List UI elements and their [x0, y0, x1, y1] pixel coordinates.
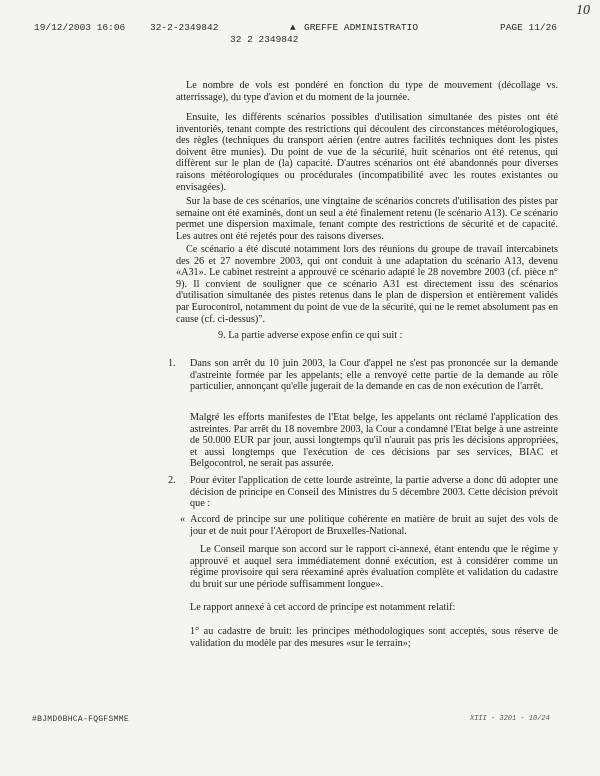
paragraph-a31: Ce scénario a été discuté notamment lors des réunions du groupe de travail intercabinets des 26 et 27 novembre 2003, qui ont conduit à une adaptation du scénario A13, devenu «A31». Le cabinet restreint a approuvé ce scénario adapté le 28 novembre 2003 (cf. pièce n° 9). Il convient de souligner que ce scénario A31 est directement issu des scénarios d'utilisation simultanée des pistes retenus dans le plan de dispersion et entièrement validés par Eurocontrol, notamment du point de vue de la sécurité, qui ne le remet absolument pas en cause (cf. ci-dessus)".: [176, 244, 558, 325]
paragraph-partie-adverse: 9. La partie adverse expose enfin ce qui suit :: [218, 330, 403, 341]
list-number-1: 1.: [168, 358, 176, 369]
fax-page-number: PAGE 11/26: [500, 22, 558, 33]
paragraph-cadastre-bruit: 1° au cadastre de bruit: les principes méthodologiques sont acceptés, sous réserve de validation du modèle par des mesures «sur le terrain»;: [190, 626, 558, 649]
paragraph-rapport-annexe: Le rapport annexé à cet accord de principe est notamment relatif:: [190, 602, 456, 613]
fax-number-stamp: 32 2 2349842: [230, 34, 299, 45]
quote-accord-principe: Accord de principe sur une politique cohérente en matière de bruit au sujet des vols de jour et de nuit pour l'Aéroport de Bruxelles-National.: [190, 514, 558, 537]
paragraph-scenarios: Ensuite, les différents scénarios possibles d'utilisation simultanée des pistes ont été inventoriés, tenant compte des restrictions qui découlent des circonstances météorologiques, des règles (techniques du transport aérien (entre autres facilités techniques dont les pistes doivent être munies). Du point de vue de la sécurité, huit scénarios ont été retenus, qui diffèrent sur le plan de (la) capacité. D'autres scénarios ont été abandonnés pour diverses raisons météorologiques ou procédurales (incompatibilité avec les routes existantes ou envisagées).: [176, 112, 558, 193]
paragraph-vols: Le nombre de vols est pondéré en fonction du type de mouvement (décollage vs. atterrissage), du type d'avion et du moment de la journée.: [176, 80, 558, 103]
fax-sender: GREFFE ADMINISTRATIO: [304, 22, 419, 33]
handwritten-page-number: 10: [576, 3, 590, 18]
footer-code: #BJMD0BHCA-FQGFSMME: [32, 715, 129, 724]
fax-date-time: 19/12/2003 16:06: [34, 22, 126, 33]
quote-conseil: Le Conseil marque son accord sur le rapport ci-annexé, étant entendu que le régime y approuvé et auquel sera immédiatement donné exécution, est à considérer comme un régime provisoire qui sera réexaminé après évaluation complète et validation du cadastre du bruit sur une période suffisamment longue».: [190, 544, 558, 590]
footer-reference: XIII - 3201 - 10/24: [470, 715, 550, 723]
list-item-1-arret: Dans son arrêt du 10 juin 2003, la Cour d'appel ne s'est pas prononcée sur la demande d'astreinte formée par les appelants; elle a renvoyé cette partie de la demande au rôle particulier, annonçant qu'elle jugerait de la demande en cas de non exécution de l'arrêt.: [190, 358, 558, 393]
paragraph-base-scenarios: Sur la base de ces scénarios, une vingtaine de scénarios concrets d'utilisation des pistes par semaine ont été examinés, dont un seul a été finalement retenu (le scénario A13). Ce scénario permet une dispersion maximale, tenant compte des restrictions de sécurité et de capacité. Les autres ont été rejetés pour des raisons diverses.: [176, 196, 558, 242]
quote-open-mark: «: [180, 514, 186, 525]
fax-sender-arrow-icon: ▲: [290, 22, 296, 33]
list-item-1-astreintes: Malgré les efforts manifestes de l'Etat belge, les appelants ont réclamé l'application des astreintes. Par arrêt du 18 novembre 2003, la Cour a condamné l'Etat belge à une astreinte de 50.000 EUR par jour, aussi longtemps qu'il n'aurait pas pris les décisions appropriées, et aussi longtemps que l'exécution de ces décisions par ses services, BIAC et Belgocontrol, ne serait pas assurée.: [190, 412, 558, 470]
fax-number: 32-2-2349842: [150, 22, 219, 33]
list-number-2: 2.: [168, 475, 176, 486]
fax-header: [0, 0, 600, 50]
list-item-2-decision: Pour éviter l'application de cette lourde astreinte, la partie adverse a donc dû adopter une décision de principe en Conseil des Ministres du 5 décembre 2003. Cette décision prévoit que :: [190, 475, 558, 510]
